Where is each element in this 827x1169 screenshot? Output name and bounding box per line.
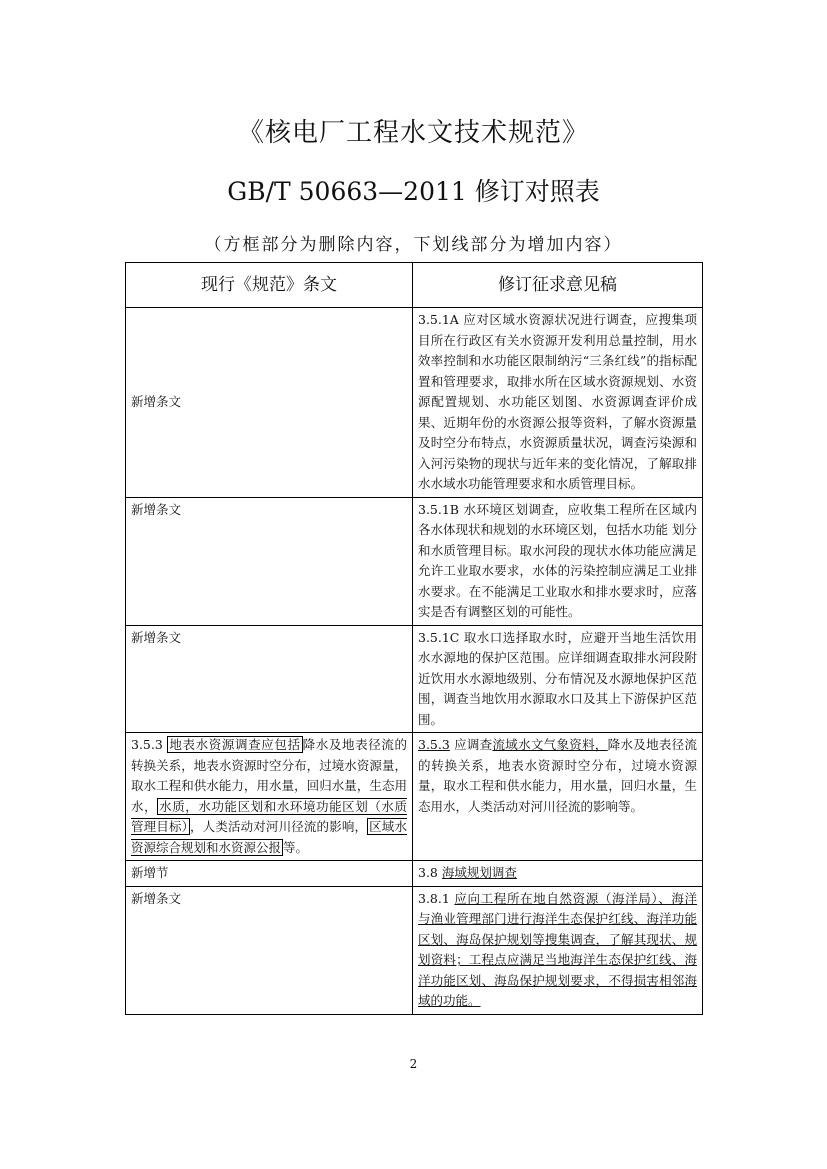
cell-revision: 3.5.1B 水环境区划调查，应收集工程所在区域内各水体现状和规划的水环境区划，包括水功能 划分和水质管理目标。取水河段的现状水体功能应满足允许工业取水要求，水体的污染控制应满足工业排水要求。在不能满足工业取水和排水要求时，应落实是否有调整区划的可能性。 xyxy=(413,497,703,625)
table-row xyxy=(126,625,703,733)
comparison-table xyxy=(125,262,703,1015)
table-row xyxy=(126,733,703,861)
cell-current xyxy=(126,733,413,861)
added-text: 海域规划调查 xyxy=(441,865,517,880)
cell-revision: 3.5.1C 取水口选择取水时，应避开当地生活饮用水水源地的保护区范围。应详细调查取排水河段附近饮用水水源地级别、分布情况及水源地保护区范围，调查当地饮用水源取水口及其上下游保护区范围。 xyxy=(413,625,703,733)
deleted-text-box: 水质，水功能区划和水环境功能区划（水质管理目标） xyxy=(131,798,407,834)
deleted-text-box: 地表水资源调查应包括 xyxy=(169,737,301,752)
table-row xyxy=(126,497,703,625)
document-subtitle: GB/T 50663—2011 修订对照表 xyxy=(227,177,600,206)
legend-note: （方框部分为删除内容，下划线部分为增加内容） xyxy=(204,235,623,255)
document-title: 《核电厂工程水文技术规范》 xyxy=(237,118,589,148)
added-text: 应向工程所在地自然资源（海洋局）、海洋与渔业管理部门进行海洋生态保护红线、海洋功能区划、海岛保护规划等搜集调查，了解其现状、规划资料；工程点应满足当地海洋生态保护红线、海洋功能区划、海岛保护规划要求，不得损害相邻海域的功能。 xyxy=(418,890,697,1008)
text-run: 3.5.3 xyxy=(131,737,168,752)
deleted-text-box: 区域水资源综合规划和水资源公报 xyxy=(131,819,407,855)
text-run: 降水及地表径流的转换关系，地表水资源时空分布，过境水资源量，取水工程和供水能力，用水量，回归水量，生态用水，人类活动对河川径流的影响等。 xyxy=(418,737,697,814)
table-row xyxy=(126,886,703,1014)
page-number: 2 xyxy=(409,1057,418,1071)
cell-revision xyxy=(413,886,703,1014)
cell-current: 新增节 xyxy=(126,861,413,887)
cell-current: 新增条文 xyxy=(126,886,413,1014)
cell-revision: 3.5.1A 应对区域水资源状况进行调查，应搜集项目所在行政区有关水资源开发利用总量控制，用水效率控制和水功能区限制纳污“三条红线”的指标配置和管理要求，取排水所在区域水资源规划、水资源配置规划、水功能区划图、水资源调查评价成果、近期年份的水资源公报等资料，了解水资源量及时空分布特点，水资源质量状况，调查污染源和入河污染物的现状与近年来的变化情况，了解取排水水域水功能管理要求和水质管理目标。 xyxy=(413,308,703,498)
text-run: 降水及地表径流的转换关系，地表水资源时空分布，过境水资源量，取水工程和供水能力，用水量，回归水量，生态用水， xyxy=(131,737,407,814)
cell-current: 新增条文 xyxy=(126,497,413,625)
cell-current: 新增条文 xyxy=(126,625,413,733)
cell-current: 新增条文 xyxy=(126,308,413,498)
header-revision-draft: 修订征求意见稿 xyxy=(413,263,703,308)
text-run: ，人类活动对河川径流的影响， xyxy=(190,819,368,834)
cell-revision xyxy=(413,733,703,861)
text-run: 等。 xyxy=(283,839,309,855)
table-header-row xyxy=(126,263,703,308)
text-run: 应调查 xyxy=(449,737,493,752)
text-run: 3.8.1 xyxy=(418,890,455,906)
text-run: 3.8 xyxy=(418,865,442,880)
table-row xyxy=(126,308,703,498)
table-row xyxy=(126,861,703,887)
added-text: 3.5.3 xyxy=(418,737,450,752)
header-current-spec: 现行《规范》条文 xyxy=(126,263,413,308)
added-text: 流域水文气象资料， xyxy=(492,737,608,752)
cell-revision xyxy=(413,861,703,887)
